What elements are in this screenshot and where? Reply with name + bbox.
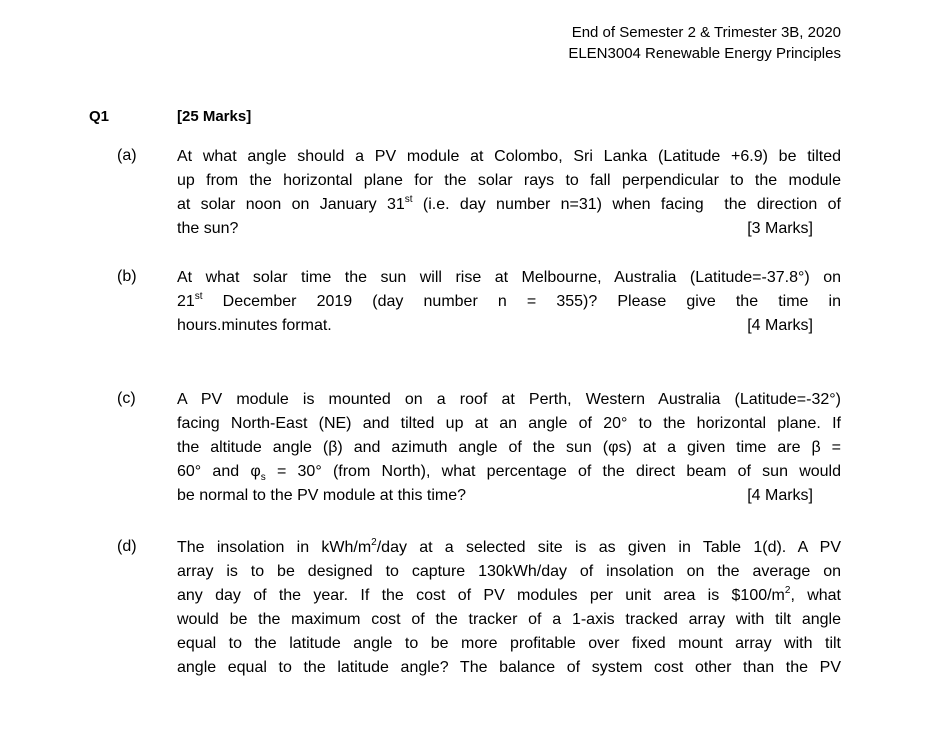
part-c-line: A PV module is mounted on a roof at Perth, Western Australia (Latitude=-32°) bbox=[177, 391, 841, 408]
part-a-line: At what angle should a PV module at Colombo, Sri Lanka (Latitude +6.9) be tilted bbox=[177, 148, 841, 165]
part-b-line: hours.minutes format. [4 Marks] bbox=[177, 314, 841, 338]
part-d-line: The insolation in kWh/$m^2$/day at a selected site is as given in Table 1(d). A PV bbox=[177, 536, 841, 556]
part-c-line: 60° and $\varphi_s = 30^\circ$ (from North), what percentage of the direct beam of sun would bbox=[177, 463, 842, 484]
part-d-line: angle equal to the latitude angle? The balance of system cost other than the PV bbox=[177, 659, 841, 676]
part-d-line: array is to be designed to capture 130kWh/day of insolation on the average on bbox=[177, 563, 841, 580]
part-d-line: any day of the year. If the cost of PV modules per unit area is $\$100/m^2$, what bbox=[177, 584, 841, 604]
part-a-line: up from the horizontal plane for the solar rays to fall perpendicular to the module bbox=[177, 172, 841, 189]
part-b-line: At what solar time the sun will rise at Melbourne, Australia (Latitude=-37.8°) on bbox=[177, 269, 841, 286]
part-a-line: at solar noon on January 31st (i.e. day number n=31) when facing the direction of bbox=[177, 193, 841, 213]
part-c-line: the altitude angle (β) and azimuth angle of the sun (φs) at a given time are β = bbox=[177, 439, 841, 456]
part-b-marks: [4 Marks] bbox=[747, 317, 813, 334]
part-d-label: (d) bbox=[117, 538, 137, 555]
part-c-line: be normal to the PV module at this time? [4 Marks] bbox=[177, 484, 841, 508]
part-a-line: the sun? [3 Marks] bbox=[177, 217, 841, 241]
part-c-label: (c) bbox=[117, 390, 136, 407]
part-c-marks: [4 Marks] bbox=[747, 487, 813, 504]
part-d-line: equal to the latitude angle to be more profitable over fixed mount array with tilt bbox=[177, 635, 841, 652]
part-a-text bbox=[177, 145, 841, 241]
part-d-text bbox=[177, 536, 841, 680]
question-marks: [25 Marks] bbox=[177, 108, 252, 125]
exam-header bbox=[568, 22, 841, 64]
part-c-line: facing North-East (NE) and tilted up at an angle of 20° to the horizontal plane. If bbox=[177, 415, 841, 432]
part-b-label: (b) bbox=[117, 268, 137, 285]
header-course: ELEN3004 Renewable Energy Principles bbox=[568, 45, 841, 62]
part-b-text bbox=[177, 266, 841, 338]
part-b-line: 21st December 2019 (day number n = 355)? Please give the time in bbox=[177, 290, 841, 310]
question-number: Q1 bbox=[89, 108, 110, 125]
part-a-marks: [3 Marks] bbox=[747, 220, 813, 237]
part-c-text bbox=[177, 388, 841, 508]
part-a-label: (a) bbox=[117, 147, 137, 164]
part-d-line: would be the maximum cost of the tracker of a 1-axis tracked array with tilt angle bbox=[177, 611, 841, 628]
header-semester: End of Semester 2 & Trimester 3B, 2020 bbox=[571, 24, 841, 41]
